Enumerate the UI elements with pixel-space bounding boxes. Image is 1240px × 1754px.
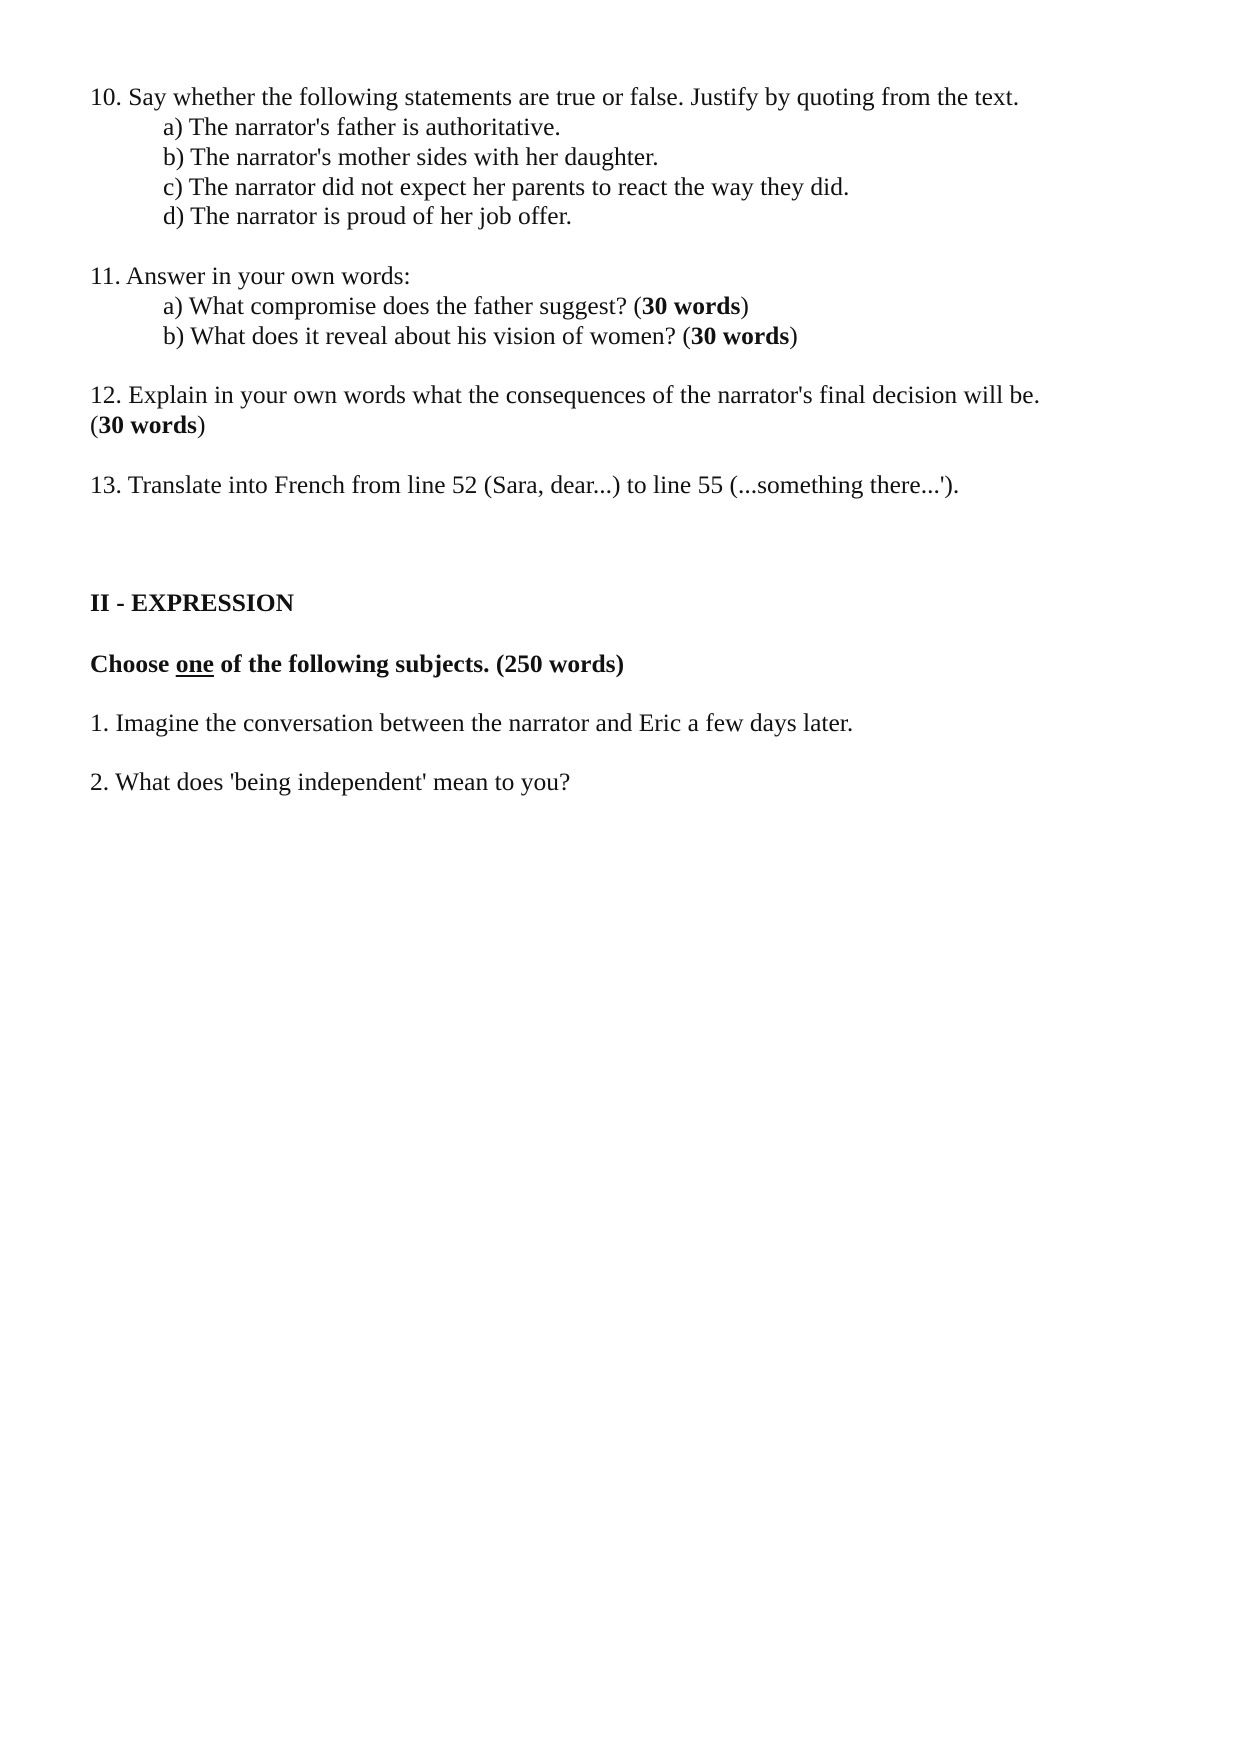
question-11-item-b-text: b) What does it reveal about his vision of women? (	[163, 321, 691, 350]
closing-paren: )	[740, 291, 749, 320]
instruction-underlined: one	[175, 649, 214, 678]
section-heading: II - EXPRESSION	[90, 588, 295, 617]
question-13-prompt: 13. Translate into French from line 52 (Sara, dear...) to line 55 (...something there...').	[90, 470, 960, 499]
question-12-prompt: 12. Explain in your own words what the consequences of the narrator's final decision will be.	[90, 380, 1040, 409]
subject-2: 2. What does 'being independent' mean to you?	[90, 767, 571, 796]
expression-instruction	[90, 647, 624, 680]
closing-paren: )	[789, 321, 798, 350]
subject-1: 1. Imagine the conversation between the narrator and Eric a few days later.	[90, 708, 854, 737]
instruction-pre: Choose	[90, 649, 176, 678]
question-11-prompt: 11. Answer in your own words:	[90, 261, 411, 290]
word-count: 30 words	[98, 410, 197, 439]
opening-paren: (	[90, 410, 99, 439]
word-count: 30 words	[641, 291, 741, 320]
question-11-item-a-text: a) What compromise does the father suggest? (	[163, 291, 642, 320]
question-10-item-c: c) The narrator did not expect her parents to react the way they did.	[163, 172, 850, 201]
question-10-item-d: d) The narrator is proud of her job offer.	[163, 201, 573, 230]
word-count: 30 words	[690, 321, 790, 350]
question-10-prompt: 10. Say whether the following statements are true or false. Justify by quoting from the text.	[90, 82, 1020, 111]
question-11-item-b	[163, 319, 798, 352]
closing-paren: )	[196, 410, 206, 439]
question-12-word-count	[90, 408, 205, 441]
instruction-post: of the following subjects. (250 words)	[213, 649, 625, 678]
question-10-item-a: a) The narrator's father is authoritative.	[163, 112, 561, 141]
question-11-item-a	[163, 289, 749, 322]
question-10-item-b: b) The narrator's mother sides with her daughter.	[163, 142, 659, 171]
